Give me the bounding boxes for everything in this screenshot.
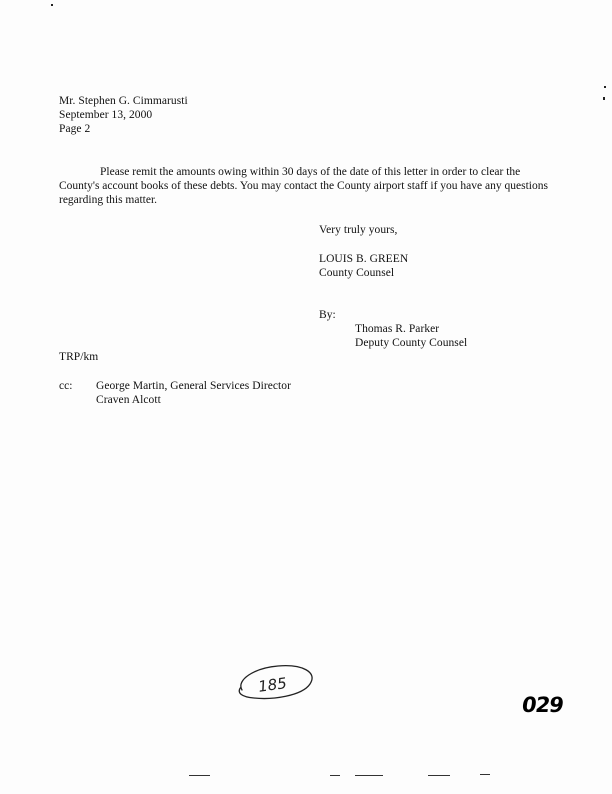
scan-line bbox=[428, 775, 450, 776]
letter-date: September 13, 2000 bbox=[59, 109, 153, 121]
signer-title: Deputy County Counsel bbox=[355, 337, 468, 349]
scan-line bbox=[330, 775, 340, 776]
signatory-name: LOUIS B. GREEN bbox=[319, 253, 409, 265]
recipient-name: Mr. Stephen G. Cimmarusti bbox=[59, 95, 188, 107]
scan-line bbox=[355, 775, 383, 776]
handwritten-page-number: 029 bbox=[520, 693, 565, 717]
hand-drawn-oval-icon bbox=[232, 660, 320, 704]
cc-label: cc: bbox=[59, 380, 73, 392]
closing-salutation: Very truly yours, bbox=[319, 224, 398, 236]
signer-name: Thomas R. Parker bbox=[355, 323, 440, 335]
cc-recipient: George Martin, General Services Director bbox=[96, 380, 291, 392]
scan-speck bbox=[603, 97, 605, 100]
scan-speck bbox=[51, 4, 53, 6]
signatory-title: County Counsel bbox=[319, 267, 395, 279]
scan-line bbox=[189, 775, 210, 776]
page-number-line: Page 2 bbox=[59, 123, 91, 135]
body-paragraph: Please remit the amounts owing within 30 days of the date of this letter in order to clear the County's account books of these debts. You may contact the County airport staff if you have any questions regarding this matter. bbox=[59, 166, 548, 206]
typist-initials: TRP/km bbox=[59, 351, 99, 363]
by-label: By: bbox=[319, 309, 336, 321]
scan-line bbox=[480, 774, 490, 775]
scan-speck bbox=[604, 86, 606, 88]
cc-recipient: Craven Alcott bbox=[96, 394, 161, 406]
handwritten-circled-note bbox=[232, 660, 320, 709]
circled-note-text: 185 bbox=[257, 674, 288, 696]
